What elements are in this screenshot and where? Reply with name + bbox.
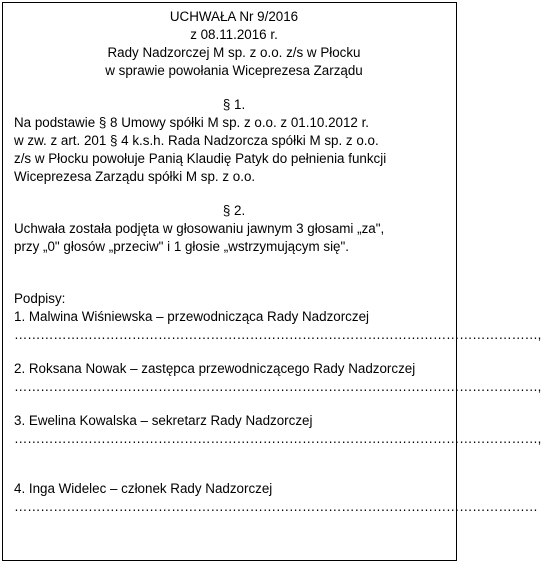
section-1-line: w zw. z art. 201 § 4 k.s.h. Rada Nadzorcza spółki M sp. z o.o. — [14, 133, 379, 148]
signature-line: …………………………………………………………………………………………………………, — [14, 431, 541, 446]
resolution-date: z 08.11.2016 r. — [190, 27, 278, 42]
signatures-block — [14, 290, 541, 516]
signatures-heading: Podpisy: — [14, 291, 66, 306]
section-2-line: Uchwała została podjęta w głosowaniu jawnym 3 głosami „za", — [14, 221, 385, 236]
signatory-name: 4. Inga Widelec – członek Rady Nadzorczej — [14, 481, 273, 496]
signature-entry — [14, 480, 538, 516]
section-1 — [14, 96, 454, 186]
resolution-subject: w sprawie powołania Wiceprezesa Zarządu — [105, 63, 363, 78]
resolution-document — [14, 8, 541, 516]
resolution-issuer: Rady Nadzorczej M sp. z o.o. z/s w Płocku — [107, 45, 361, 60]
section-1-body — [14, 114, 454, 186]
section-1-heading: § 1. — [222, 97, 246, 112]
signature-line: …………………………………………………………………………………………………………, — [14, 379, 541, 394]
signatory-name: 1. Malwina Wiśniewska – przewodnicząca Rady Nadzorczej — [14, 309, 369, 324]
section-1-line: Na podstawie § 8 Umowy spółki M sp. z o.o. z 01.10.2012 r. — [14, 115, 370, 130]
section-1-line: Wiceprezesa Zarządu spółki M sp. z o.o. — [14, 169, 256, 184]
section-2-body — [14, 220, 454, 256]
document-header — [14, 8, 454, 80]
signature-entry — [14, 360, 541, 396]
signature-line: ………………………………………………………………………………………………………… — [14, 499, 538, 514]
section-2 — [14, 202, 454, 256]
signature-entry — [14, 308, 541, 344]
section-2-heading: § 2. — [222, 203, 246, 218]
section-1-line: z/s w Płocku powołuje Panią Klaudię Patyk do pełnienia funkcji — [14, 151, 387, 166]
signatory-name: 3. Ewelina Kowalska – sekretarz Rady Nadzorczej — [14, 413, 313, 428]
signatory-name: 2. Roksana Nowak – zastępca przewodniczącego Rady Nadzorczej — [14, 361, 416, 376]
signature-entry — [14, 412, 541, 448]
section-2-line: przy „0" głosów „przeciw" i 1 głosie „wstrzymującym się". — [14, 239, 349, 254]
signature-line: …………………………………………………………………………………………………………, — [14, 327, 541, 342]
document-frame — [2, 2, 541, 561]
resolution-title: UCHWAŁA Nr 9/2016 — [169, 9, 299, 24]
